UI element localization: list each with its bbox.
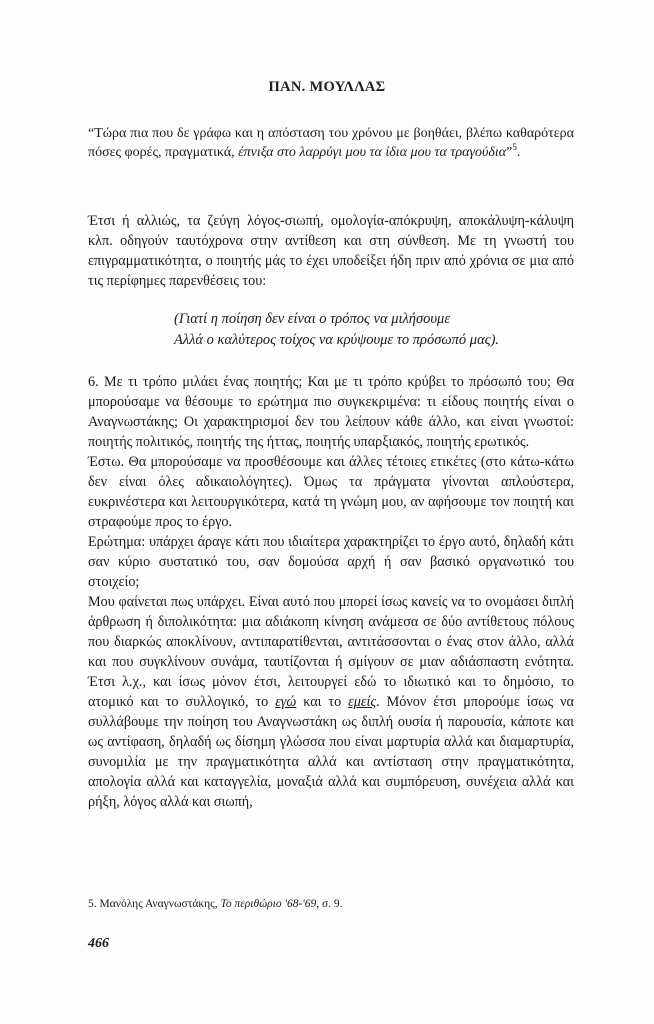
page-number: 466 (88, 936, 109, 951)
running-header: ΠΑΝ. ΜΟΥΛΛΑΣ (268, 79, 386, 95)
quote-close-mark: ” (506, 145, 513, 160)
poem-line: Αλλά ο καλύτερος τοίχος να κρύψουμε το πρόσωπό μας). (174, 332, 500, 348)
paragraph-text: Ερώτημα: υπάρχει άραγε κάτι που ιδιαίτερα χαρακτηρίζει το έργο αυτό, δηλαδή κάτι σαν κύριο συστατικό του, σαν δομούσα αρχή ή σαν βασικό οργανωτικό του στοιχείο; (88, 534, 574, 590)
footnote-page-ref: , σ. 9. (316, 898, 343, 910)
paragraph-segment: Μου φαίνεται πως υπάρχει. Είναι αυτό που μπορεί ίσως κανείς να το ονομάσει διπλή άρθρωση ή διπολικότητα: μια αδιάκοπη κίνηση ανάμεσα σε δύο αντίθετους πόλους που διαρκώς αποκλίνουν, αντιπαρατίθενται, αντιτάσσονται ο ένας στον άλλο, αλλά και που συγκλίνουν συνάμα, ταυτίζονται ή σμίγουν σε μιαν αδιάσπαστη ενότητα. Έτσι λ.χ., και ίσως μόνον έτσι, λειτουργεί εδώ το ιδιωτικό και το δημόσιο, το ατομικό και το συλλογικό, το (88, 594, 574, 710)
paragraph-intro (88, 211, 574, 291)
poem-excerpt (174, 309, 594, 351)
paragraph-segment: . Μόνον έτσι μπορούμε ίσως να συλλάβουμε την ποίηση του Αναγνωστάκη ως διπλή ουσία ή παρουσία, κάποτε και ως αντίφαση, δηλαδή ως δίσημη γλώσσα που είναι μαρτυρία αλλά και διαμαρτυρία, συνομιλία με την πραγματικότητα αλλά και αντίσταση στην πραγματικότητα, απολογία αλλά και καταγγελία, μοναξιά αλλά και συμπόρευση, συνέχεια αλλά και ρήξη, λόγος αλλά και σιωπή, (88, 694, 574, 810)
paragraph-text (88, 592, 574, 812)
paragraph-text: 6. Με τι τρόπο μιλάει ένας ποιητής; Και με τι τρόπο κρύβει το πρόσωπό του; Θα μπορούσαμε να θέσουμε το ερώτημα πιο συγκεκριμένα: τι είδους ποιητής είναι ο Αναγνωστάκης; Οι χαρακτηρισμοί δεν του λείπουν κάθε άλλο, και είναι γνωστοί: ποιητής πολιτικός, ποιητής της ήττας, ποιητής υπαρξιακός, ποιητής ερωτικός. (88, 374, 574, 450)
opening-quotation (88, 124, 574, 162)
footnote-book-title: Το περιθώριο '68-'69 (220, 898, 317, 910)
section-six (88, 372, 574, 812)
paragraph-segment: και το (296, 694, 349, 710)
emphasized-word-ego: εγώ (275, 694, 297, 710)
footnote-reference: 5 (512, 142, 517, 152)
paragraph-text: Έστω. Θα μπορούσαμε να προσθέσουμε και άλλες τέτοιες ετικέτες (στο κάτω-κάτω δεν είναι όλες αδικαιολόγητες). Όμως τα πράγματα γίνονται απλούστερα, ευκρινέστερα και λειτουργικότερα, κατά τη γνώμη μου, αν αφήσουμε τον ποιητή και στραφούμε προς το έργο. (88, 454, 574, 530)
footnote-text: 5. Μανόλης Αναγνωστάκης, (88, 898, 221, 910)
poem-line: (Γιατί η ποίηση δεν είναι ο τρόπος να μιλήσουμε (174, 311, 451, 327)
emphasized-word-emeis: εμείς (348, 694, 377, 710)
footnote (88, 897, 574, 912)
quote-plain-text: “Τώρα πια που δε γράφω και η απόσταση του χρόνου με βοηθάει, βλέπω καθαρότερα πόσες φορές, πραγματικά, (88, 126, 574, 160)
quote-italic-text: έπνιξα στο λαρρύγι μου τα ίδια μου τα τραγούδια (238, 145, 507, 160)
paragraph-text: Έτσι ή αλλιώς, τα ζεύγη λόγος-σιωπή, ομολογία-απόκρυψη, αποκάλυψη-κάλυψη κλπ. οδηγούν ταυτόχρονα στην αντίθεση και στη σύνθεση. Με τη γνωστή του επιγραμματικότητα, ο ποιητής μάς το έχει υποδείξει ήδη πριν από χρόνια σε μια από τις περίφημες παρενθέσεις του: (88, 213, 574, 289)
quote-period: . (516, 145, 521, 160)
